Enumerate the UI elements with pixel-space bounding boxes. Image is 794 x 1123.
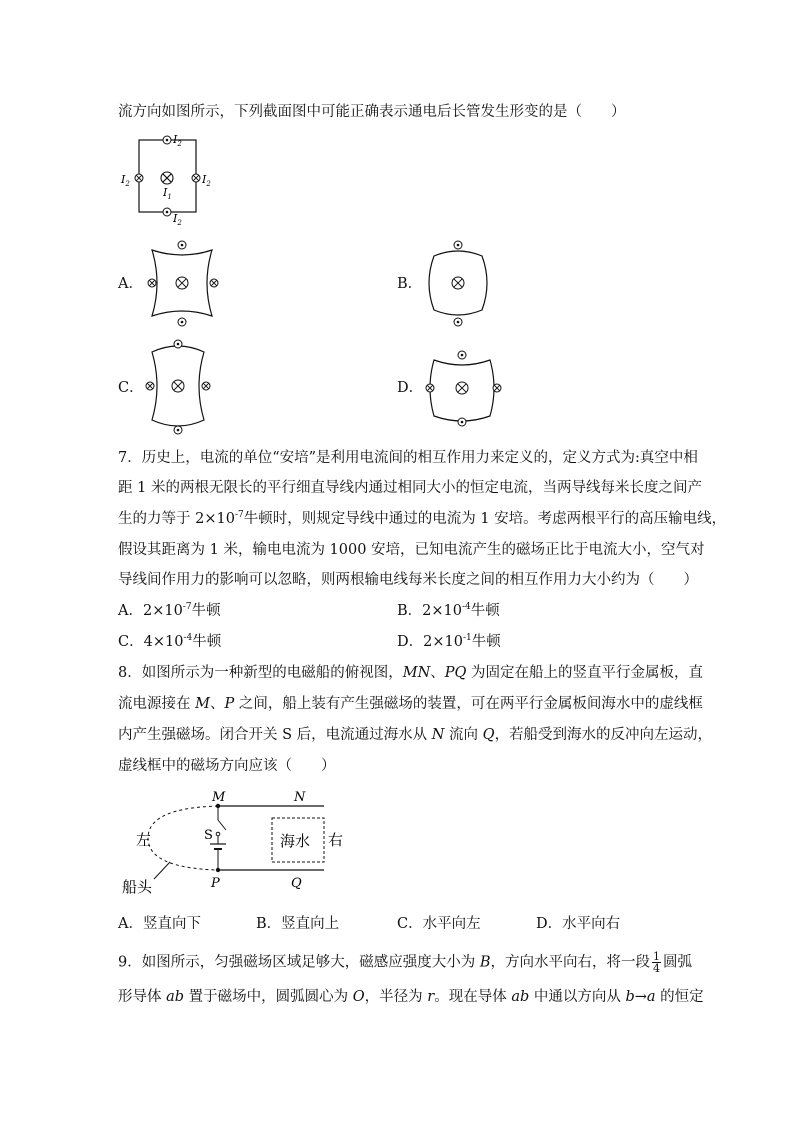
- q9-line-2: 形导体 ab 置于磁场中，圆弧圆心为 O，半径为 r。现在导体 ab 中通以方向从 b→a 的恒定: [118, 989, 704, 1005]
- q6-option-d-label: D．: [397, 380, 424, 396]
- q7-option-c: C．$4\times 10^{-4}$牛顿: [118, 633, 222, 650]
- svg-text:P: P: [211, 876, 220, 891]
- q8-option-b: B．竖直向上: [256, 916, 340, 932]
- svg-text:M: M: [212, 790, 226, 805]
- svg-text:船头: 船头: [122, 878, 153, 896]
- svg-text:I2: $I_2$: [121, 173, 130, 188]
- q6-option-c-label: C．: [118, 380, 144, 396]
- q8-line-2: 流电源接在 M、P 之间，船上装有产生强磁场的装置，可在两平行金属板间海水中的虚线框: [118, 696, 703, 712]
- q6-option-d-figure: [418, 346, 508, 432]
- q7-line-2: 距 1 米的两根无限长的平行细直导线内通过相同大小的恒定电流，当两导线每米长度之间产: [118, 480, 702, 496]
- q8-line-3: 内产生强磁场。闭合开关 S 后，电流通过海水从 N 流向 Q，若船受到海水的反冲向左运动，: [118, 727, 713, 743]
- q7-line-5: 导线间作用力的影响可以忽略，则两根输电线每米长度之间的相互作用力大小约为（ ）: [118, 572, 698, 588]
- q6-option-b-label: B．: [397, 276, 423, 292]
- svg-text:左: 左: [136, 831, 152, 849]
- q6-main-figure: [115, 128, 225, 226]
- svg-text:N: N: [294, 790, 306, 805]
- quarter-fraction: $\frac{1}{4}$: [653, 950, 660, 975]
- q6-option-c-figure: [140, 336, 230, 436]
- q8-option-d: D．水平向右: [536, 916, 621, 932]
- svg-text:I1: $I_1$: [163, 186, 172, 201]
- q6-option-a-label: A．: [118, 276, 143, 292]
- q8-option-a: A．竖直向下: [118, 916, 201, 932]
- q6-stem-line: 流方向如图所示，下列截面图中可能正确表示通电后长管发生形变的是（ ）: [118, 104, 626, 120]
- q8-line-4: 虚线框中的磁场方向应该（ ）: [118, 758, 336, 774]
- q7-option-b: B．$2\times 10^{-4}$牛顿: [397, 602, 500, 619]
- q7-option-a: A．$2\times 10^{-7}$牛顿: [118, 602, 221, 619]
- q8-option-c: C．水平向左: [397, 916, 481, 932]
- svg-text:右: 右: [328, 831, 344, 849]
- svg-text:I2: $I_2$: [173, 212, 182, 227]
- q6-option-a-figure: [140, 236, 230, 332]
- q6-option-b-figure: [418, 236, 508, 332]
- svg-text:I2: $I_2$: [173, 133, 182, 148]
- q7-line-1: 7．历史上，电流的单位“安培”是利用电流间的相互作用力来定义的，定义方式为:真空中相: [118, 450, 698, 466]
- q7-line-4: 假设其距离为 1 米，输电电流为 1000 安培，已知电流产生的磁场正比于电流大小，空气对: [118, 542, 705, 558]
- svg-text:S: S: [204, 828, 213, 843]
- svg-text:Q: Q: [291, 876, 302, 891]
- svg-text:海水: 海水: [280, 832, 311, 850]
- q7-line-3: 生的力等于 $2\times 10^{-7}$牛顿时，则规定导线中通过的电流为 1 安培。考虑两根平行的高压输电线，: [118, 510, 727, 527]
- q8-line-1: 8．如图所示为一种新型的电磁船的俯视图，MN、PQ 为固定在船上的竖直平行金属板，直: [118, 665, 704, 681]
- q8-boat-figure: [118, 786, 378, 898]
- svg-text:I2: $I_2$: [202, 173, 211, 188]
- q7-option-d: D．$2\times 10^{-1}$牛顿: [397, 633, 501, 650]
- q9-line-1: 9．如图所示，匀强磁场区域足够大，磁感应强度大小为 B，方向水平向右，将一段 $\frac{1}{4}$ 圆弧: [118, 950, 692, 975]
